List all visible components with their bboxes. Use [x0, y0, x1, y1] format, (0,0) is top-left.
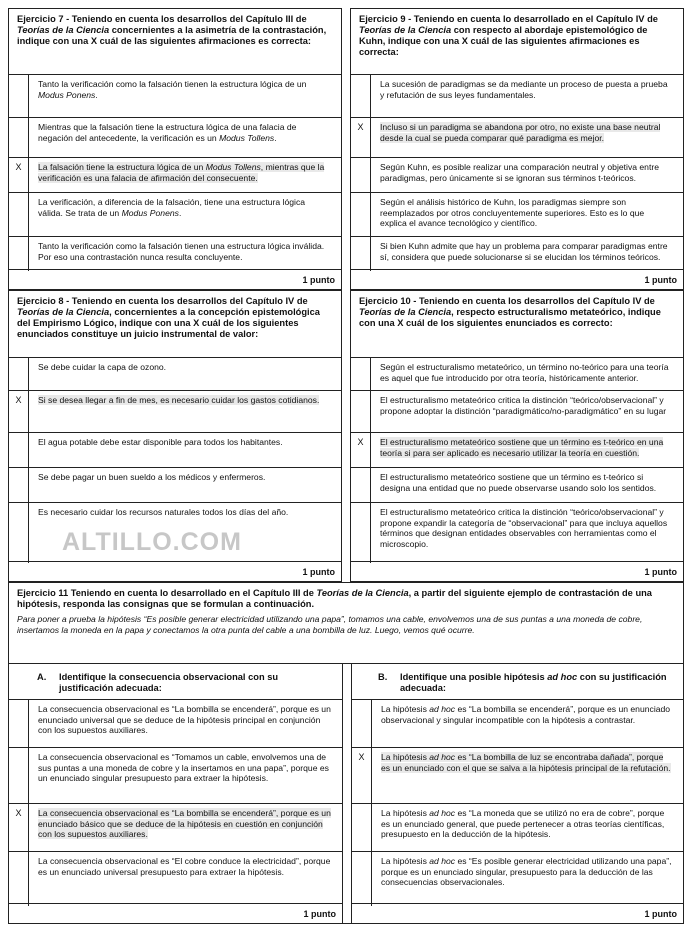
- option-row[interactable]: [351, 157, 683, 192]
- option-text: Se debe cuidar la capa de ozono.: [38, 362, 167, 372]
- points-label: 1 punto: [351, 269, 683, 289]
- points-label: 1 punto: [9, 561, 341, 581]
- option-text: Tanto la verificación como la falsación tienen una estructura lógica inválida. Por eso una contrastación nunca resulta concluyente.: [38, 241, 325, 262]
- answer-mark: X: [9, 804, 29, 851]
- option-text: La consecuencia observacional es “La bombilla se encenderá”, porque es un enunciado básico que se deduce de la hipótesis en cuestión en conjunción con los supuestos auxiliares.: [38, 808, 331, 839]
- column-a-heading: A. Identifique la consecuencia observacional con su justificación adecuada:: [37, 672, 279, 693]
- option-text: Si bien Kuhn admite que hay un problema para comparar paradigmas entre sí, considera que puede solucionarse si se elucidan los términos teóricos.: [380, 241, 668, 262]
- answer-mark: [351, 158, 371, 192]
- option-text: Es necesario cuidar los recursos naturales todos los días del año.: [38, 507, 289, 517]
- answer-mark: X: [9, 158, 29, 192]
- option-text: Según el estructuralismo metateórico, un término no-teórico para una teoría es aquel que fue introducido por otra teoría, históricamente anterior.: [380, 362, 669, 383]
- exercise-10: [350, 290, 684, 582]
- answer-mark: [352, 804, 372, 851]
- answer-mark: [9, 503, 29, 563]
- answer-mark: [9, 852, 29, 906]
- option-text: La consecuencia observacional es “El cobre conduce la electricidad”, porque es un enunciado universal presupuesto para extraer la hipótesis.: [38, 856, 331, 877]
- exercise-11-question: Ejercicio 11 Teniendo en cuenta lo desarrollado en el Capítulo III de Teorías de la Ciencia, a partir del siguiente ejemplo de contrastación de una hipótesis, responda las consignas que se formulan a continuación.: [17, 588, 652, 609]
- answer-mark: X: [351, 433, 371, 467]
- option-row[interactable]: [9, 699, 342, 747]
- option-text: La consecuencia observacional es “Tomamos un cable, envolvemos una de sus puntas a una moneda de cobre y la insertamos en una papa”, porque es un enunciado singular presupuesto para extraer la hipótesis.: [38, 752, 329, 783]
- answer-mark: [9, 237, 29, 271]
- column-a: [9, 663, 343, 923]
- option-row[interactable]: [352, 699, 683, 747]
- option-row[interactable]: [9, 236, 341, 271]
- option-text: Mientras que la falsación tiene la estructura lógica de una falacia de negación del antecedente, la verificación es un Modus Tollens.: [38, 122, 297, 143]
- option-text: La hipótesis ad hoc es “La bombilla de luz se encontraba dañada”, porque es un enunciado con el que se salva a la hipótesis principal de la refutación.: [381, 752, 671, 773]
- option-text: La hipótesis ad hoc es “La bombilla se encenderá”, porque es un enunciado observacional y singular incompatible con la hipótesis a contrastar.: [381, 704, 671, 725]
- option-text: El estructuralismo metateórico critica la distinción “teórico/observacional” y propone expandir la categoría de “observacional” para que incluya aquellos términos que designan entidades observables con herramientas como el microscopio.: [380, 507, 668, 549]
- option-row[interactable]: [352, 851, 683, 906]
- option-text: La hipótesis ad hoc es “Es posible generar electricidad utilizando una papa”, porque es un enunciado singular, presupuesto para la deducción de las consecuencias observacionales.: [381, 856, 672, 887]
- option-row-selected[interactable]: [9, 803, 342, 851]
- option-text: El estructuralismo metateórico sostiene que un término es t-teórico en una teoría si para ser aplicado es necesario utilizar la teoría en cuestión.: [380, 437, 664, 458]
- option-row-selected[interactable]: [351, 117, 683, 157]
- answer-mark: [351, 237, 371, 271]
- column-gap: [343, 663, 351, 923]
- exercise-11: [8, 582, 684, 924]
- answer-mark: [9, 748, 29, 803]
- option-row[interactable]: [9, 851, 342, 906]
- answer-mark: [351, 358, 371, 390]
- option-row[interactable]: [9, 74, 341, 117]
- answer-mark: [352, 852, 372, 906]
- option-row[interactable]: [9, 192, 341, 236]
- answer-mark: X: [9, 391, 29, 432]
- option-text: El estructuralismo metateórico sostiene que un término es t-teórico si designa una entidad que no puede observarse usando solo los sentidos.: [380, 472, 657, 493]
- option-text: Según el análisis histórico de Kuhn, los paradigmas siempre son reemplazados por otros concluyentemente superiores. Esto es lo que explica el avance tecnológico y científico.: [380, 197, 645, 228]
- option-text: Según Kuhn, es posible realizar una comparación neutral y objetiva entre paradigmas, pero únicamente si se ignoran sus términos t-teóricos.: [380, 162, 659, 183]
- answer-mark: [9, 118, 29, 157]
- answer-mark: [9, 468, 29, 502]
- points-label: 1 punto: [9, 903, 342, 923]
- answer-mark: X: [352, 748, 372, 803]
- exercise-9-question: Ejercicio 9 - Teniendo en cuenta lo desarrollado en el Capítulo IV de Teorías de la Ciencia con respecto al abordaje epistemológico de Kuhn, indique con una X cuál de las siguientes afirmaciones es correcta:: [359, 14, 658, 57]
- option-row[interactable]: [351, 236, 683, 271]
- exercise-7: [8, 8, 342, 290]
- points-label: 1 punto: [352, 903, 683, 923]
- answer-mark: [9, 75, 29, 117]
- option-row[interactable]: [351, 74, 683, 117]
- column-b: [351, 663, 683, 923]
- option-row[interactable]: [9, 357, 341, 390]
- exercise-9: [350, 8, 684, 290]
- column-b-heading: B. Identifique una posible hipótesis ad hoc con su justificación adecuada:: [378, 672, 667, 693]
- option-row-selected[interactable]: [9, 390, 341, 432]
- option-row[interactable]: [351, 502, 683, 563]
- answer-mark: [9, 433, 29, 467]
- option-text: La sucesión de paradigmas se da mediante un proceso de puesta a prueba y refutación de sus leyes fundamentales.: [380, 79, 668, 100]
- option-text: Tanto la verificación como la falsación tienen la estructura lógica de un Modus Ponens.: [38, 79, 307, 100]
- option-row[interactable]: [9, 467, 341, 502]
- option-row-selected[interactable]: [9, 157, 341, 192]
- exercise-8-question: Ejercicio 8 - Teniendo en cuenta los desarrollos del Capítulo IV de Teorías de la Ciencia, concernientes a la concepción epistemológica del Empirismo Lógico, indique con una X cuál de los siguientes enunciados constituye un juicio instrumental de valor:: [17, 296, 320, 339]
- option-text: La hipótesis ad hoc es “La moneda que se utilizó no era de cobre”, porque es un enunciado general, que puede pertenecer a otras teorías científicas, presupuesto en la deducción de la hipótesis.: [381, 808, 665, 839]
- answer-mark: [352, 700, 372, 747]
- answer-mark: [351, 468, 371, 502]
- answer-mark: [9, 193, 29, 236]
- exercise-7-question: Ejercicio 7 - Teniendo en cuenta los desarrollos del Capítulo III de Teorías de la Ciencia concernientes a la asimetría de la contrastación, indique con una X cuál de las siguientes afirmaciones es correcta:: [17, 14, 327, 46]
- option-text: La verificación, a diferencia de la falsación, tiene una estructura lógica válida. Se trata de un Modus Ponens.: [38, 197, 306, 218]
- answer-mark: [9, 358, 29, 390]
- answer-mark: X: [351, 118, 371, 157]
- points-label: 1 punto: [351, 561, 683, 581]
- option-row[interactable]: [351, 467, 683, 502]
- answer-mark: [351, 75, 371, 117]
- option-text: Incluso si un paradigma se abandona por otro, no existe una base neutral desde la cual se pueda comparar qué paradigma es mejor.: [380, 122, 661, 143]
- option-text: El agua potable debe estar disponible para todos los habitantes.: [38, 437, 283, 447]
- option-row[interactable]: [9, 747, 342, 803]
- option-row-selected[interactable]: [352, 747, 683, 803]
- option-row[interactable]: [352, 803, 683, 851]
- exercise-10-question: Ejercicio 10 - Teniendo en cuenta los desarrollos del Capítulo IV de Teorías de la Ciencia, respecto estructuralismo metateórico, indique con una X cuál de los siguientes enunciados es correcto:: [359, 296, 661, 328]
- option-text: La consecuencia observacional es “La bombilla se encenderá”, porque es un enunciado universal que se deduce de la hipótesis principal en conjunción con los supuestos auxiliares.: [38, 704, 331, 735]
- option-text: Si se desea llegar a fin de mes, es necesario cuidar los gastos cotidianos.: [38, 395, 320, 405]
- answer-mark: [9, 700, 29, 747]
- option-row[interactable]: [351, 192, 683, 236]
- option-row-selected[interactable]: [351, 432, 683, 467]
- option-row[interactable]: [351, 357, 683, 390]
- option-row[interactable]: [9, 117, 341, 157]
- option-text: Se debe pagar un buen sueldo a los médicos y enfermeros.: [38, 472, 266, 482]
- points-label: 1 punto: [9, 269, 341, 289]
- watermark: ALTILLO.COM: [62, 528, 242, 556]
- option-row[interactable]: [351, 390, 683, 432]
- exercise-11-intro: Para poner a prueba la hipótesis “Es posible generar electricidad utilizando una papa”, tomamos una cable, envolvemos una de sus puntas a una moneda de cobre, insertamos la moneda en la papa y conectamos la otra punta del cable a una bombilla de luz. Luego, vemos qué ocurre.: [17, 614, 643, 635]
- option-text: El estructuralismo metateórico critica la distinción “teórico/observacional” y propone adoptar la distinción “paradigmático/no-paradigmático” en su lugar: [380, 395, 667, 416]
- answer-mark: [351, 503, 371, 563]
- option-row[interactable]: [9, 432, 341, 467]
- answer-mark: [351, 193, 371, 236]
- answer-mark: [351, 391, 371, 432]
- option-text: La falsación tiene la estructura lógica de un Modus Tollens, mientras que la verificación es una falacia de afirmación del consecuente.: [38, 162, 325, 183]
